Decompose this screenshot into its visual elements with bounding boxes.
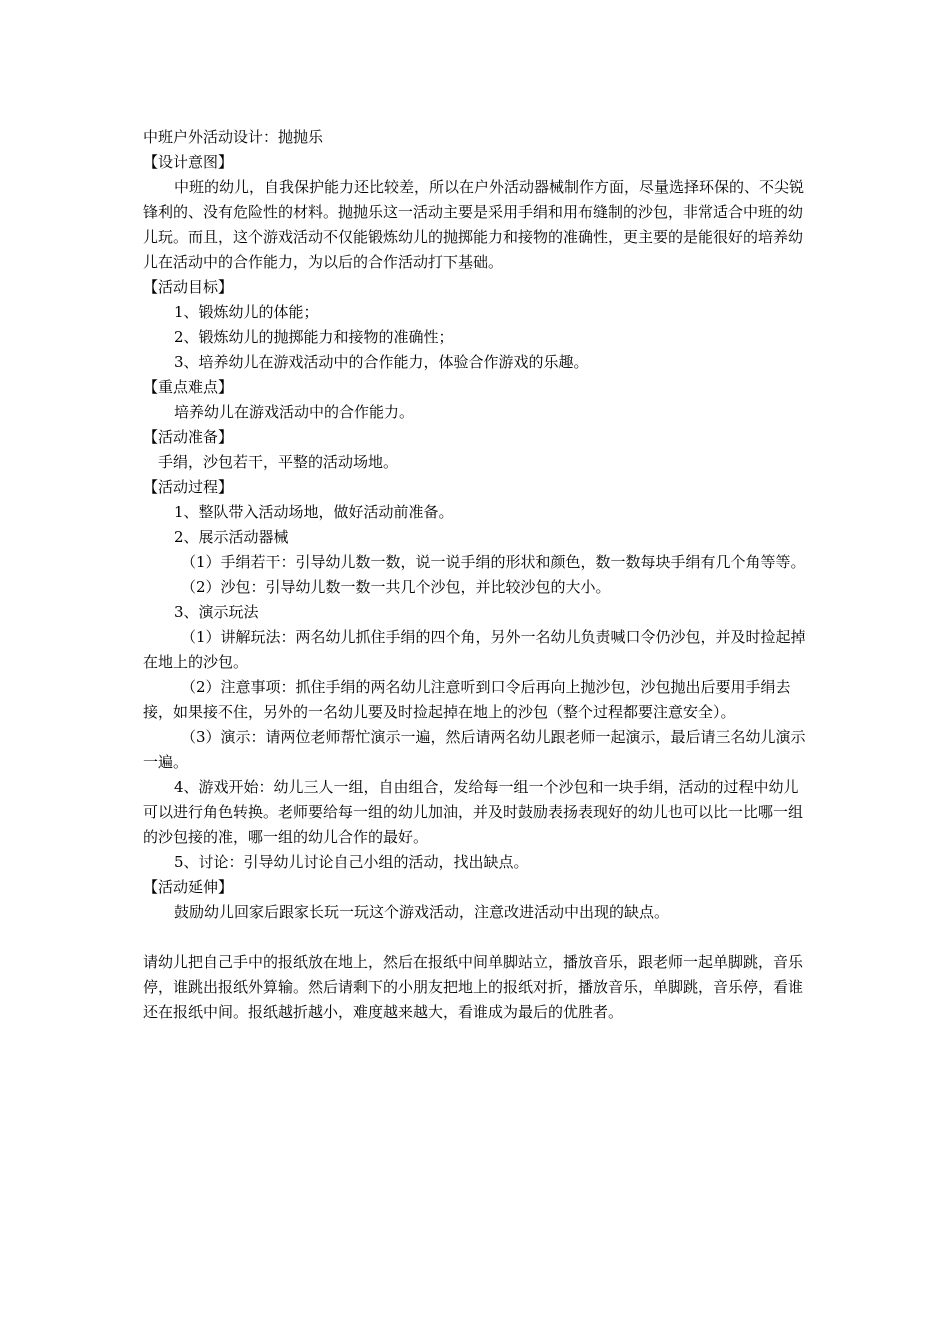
process-step-1: 1、整队带入活动场地，做好活动前准备。 bbox=[174, 503, 454, 521]
process-step-4: 4、游戏开始：幼儿三人一组，自由组合，发给每一组一个沙包和一块手绢，活动的过程中幼儿可以进行角色转换。老师要给每一组的幼儿加油，并及时鼓励表扬表现好的幼儿也可以比一比哪一组的沙包接的准，哪一组的幼儿合作的最好。 bbox=[143, 778, 804, 846]
process-step-3: 3、演示玩法 bbox=[174, 603, 259, 621]
process-step-5: 5、讨论：引导幼儿讨论自己小组的活动，找出缺点。 bbox=[174, 853, 529, 871]
process-step-2-1: （1）手绢若干：引导幼儿数一数，说一说手绢的形状和颜色，数一数每块手绢有几个角等等。 bbox=[181, 553, 806, 571]
document-title: 中班户外活动设计：抛抛乐 bbox=[143, 128, 324, 146]
process-step-3-1: （1）讲解玩法：两名幼儿抓住手绢的四个角，另外一名幼儿负责喊口令仍沙包，并及时捡起掉在地上的沙包。 bbox=[143, 628, 806, 671]
section-heading-preparation: 【活动准备】 bbox=[143, 428, 234, 446]
appendix-paragraph: 请幼儿把自己手中的报纸放在地上，然后在报纸中间单脚站立，播放音乐，跟老师一起单脚跳，音乐停，谁跳出报纸外算输。然后请剩下的小朋友把地上的报纸对折，播放音乐，单脚跳，音乐停，看谁还在报纸中间。报纸越折越小，难度越来越大，看谁成为最后的优胜者。 bbox=[143, 953, 804, 1021]
section-heading-goals: 【活动目标】 bbox=[143, 278, 234, 296]
process-step-3-3: （3）演示：请两位老师帮忙演示一遍，然后请两名幼儿跟老师一起演示，最后请三名幼儿演示一遍。 bbox=[143, 728, 806, 771]
process-step-2: 2、展示活动器械 bbox=[174, 528, 289, 546]
preparation-paragraph: 手绢，沙包若干，平整的活动场地。 bbox=[158, 453, 399, 471]
key-points-paragraph: 培养幼儿在游戏活动中的合作能力。 bbox=[174, 403, 415, 421]
process-step-2-2: （2）沙包：引导幼儿数一数一共几个沙包，并比较沙包的大小。 bbox=[181, 578, 611, 596]
section-heading-process: 【活动过程】 bbox=[143, 478, 234, 496]
process-step-3-2: （2）注意事项：抓住手绢的两名幼儿注意听到口令后再向上抛沙包，沙包抛出后要用手绢去接，如果接不住，另外的一名幼儿要及时捡起掉在地上的沙包（整个过程都要注意安全）。 bbox=[143, 678, 791, 721]
document-body bbox=[143, 125, 807, 1025]
goal-item: 3、培养幼儿在游戏活动中的合作能力，体验合作游戏的乐趣。 bbox=[174, 353, 589, 371]
goal-item: 1、锻炼幼儿的体能； bbox=[174, 303, 319, 321]
goal-item: 2、锻炼幼儿的抛掷能力和接物的准确性； bbox=[174, 328, 454, 346]
section-heading-key-points: 【重点难点】 bbox=[143, 378, 234, 396]
section-heading-extension: 【活动延伸】 bbox=[143, 878, 234, 896]
extension-paragraph: 鼓励幼儿回家后跟家长玩一玩这个游戏活动，注意改进活动中出现的缺点。 bbox=[174, 903, 670, 921]
section-heading-design-intent: 【设计意图】 bbox=[143, 153, 234, 171]
design-intent-paragraph: 中班的幼儿，自我保护能力还比较差，所以在户外活动器械制作方面，尽量选择环保的、不尖锐锋利的、没有危险性的材料。抛抛乐这一活动主要是采用手绢和用布缝制的沙包，非常适合中班的幼儿玩。而且，这个游戏活动不仅能锻炼幼儿的抛掷能力和接物的准确性，更主要的是能很好的培养幼儿在活动中的合作能力，为以后的合作活动打下基础。 bbox=[143, 178, 805, 271]
paragraph-spacer bbox=[143, 925, 807, 950]
